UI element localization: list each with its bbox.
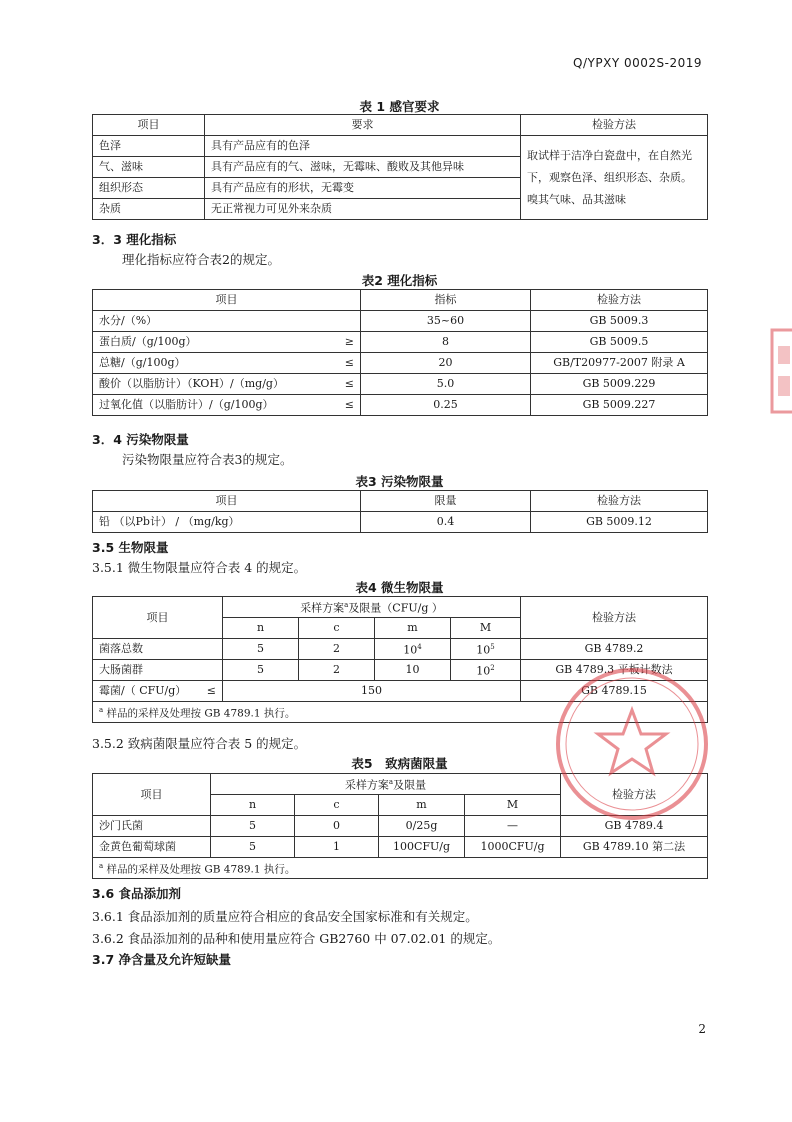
table-header-cell: M [465,795,561,816]
table-header-row [93,290,708,311]
table-header-row [93,491,708,512]
superscript: a [344,601,349,610]
section-3-3-text: 理化指标应符合表2的规定。 [122,252,280,267]
superscript: 4 [417,643,422,652]
section-3-5-title: 3.5 生物限量 [92,540,169,555]
table-row [93,395,708,416]
table-cell: 1 [295,837,379,858]
table2-physicochemical [92,289,708,416]
table-cell: 5 [211,837,295,858]
table-header-cell: 检验方法 [521,115,708,136]
table-cell: 0 [295,816,379,837]
value: 10 [476,664,491,678]
table-cell: 150 [223,681,521,702]
row-label: 蛋白质/（g/100g） [99,335,197,348]
row-symbol: ≤ [344,377,354,390]
table3-contaminants [92,490,708,533]
row-symbol: ≥ [344,335,354,348]
table-row [93,681,708,702]
table-row [93,512,708,533]
table-cell: 8 [361,332,531,353]
section-3-4-text: 污染物限量应符合表3的规定。 [122,452,293,467]
table-cell [375,639,451,660]
table-cell [93,681,223,702]
section-3-6-1-text: 3.6.1 食品添加剂的质量应符合相应的食品安全国家标准和有关规定。 [92,909,478,924]
table-cell: GB 4789.3 平板计数法 [521,660,708,681]
table-cell [451,639,521,660]
table-cell [93,311,361,332]
table-cell: GB 4789.4 [561,816,708,837]
row-label: 酸价（以脂肪计）（KOH）/（mg/g） [99,377,284,390]
table-note [93,858,708,879]
table-cell: 2 [299,660,375,681]
table-cell: 具有产品应有的形状，无霉变 [205,178,521,199]
table-cell: 杂质 [93,199,205,220]
table1-caption: 表 1 感官要求 [359,99,440,114]
table-header-cell: 项目 [93,597,223,639]
table-header-cell: 检验方法 [521,597,708,639]
section-3-3-title: 3．3 理化指标 [92,232,177,247]
sampling-label-rest: 及限量 [393,778,427,792]
table-cell: 组织形态 [93,178,205,199]
table-cell: 5 [223,639,299,660]
table-cell: 具有产品应有的气、滋味，无霉味、酸败及其他异味 [205,157,521,178]
table-header-cell: 检验方法 [561,774,708,816]
row-label: 霉菌/（ CFU/g） [99,684,187,697]
table-header-cell: 项目 [93,774,211,816]
table1-method-cell: 取试样于洁净白瓷盘中，在自然光下，观察色泽、组织形态、杂质。嗅其气味、品其滋味 [521,136,708,220]
table-header-cell: 项目 [93,290,361,311]
row-label: 过氧化值（以脂肪计）/（g/100g） [99,398,274,411]
table-cell: 20 [361,353,531,374]
table-cell: GB 5009.229 [531,374,708,395]
table-header-cell: M [451,618,521,639]
edge-stamp-icon [770,326,792,416]
table-cell: 100CFU/g [379,837,465,858]
table-header-cell: 项目 [93,491,361,512]
superscript: 5 [490,643,495,652]
table-cell: GB 4789.2 [521,639,708,660]
table-header-cell: 检验方法 [531,491,708,512]
superscript: a [388,778,394,787]
table-header-cell: n [211,795,295,816]
section-3-6-title: 3.6 食品添加剂 [92,886,181,901]
table-row [93,639,708,660]
table-cell: 具有产品应有的色泽 [205,136,521,157]
table1-sensory [92,114,708,220]
table-header-row [93,774,708,795]
superscript: 2 [490,664,495,673]
table-cell: 气、滋味 [93,157,205,178]
table-cell: 无正常视力可见外来杂质 [205,199,521,220]
table-header-cell: 项目 [93,115,205,136]
table-cell: 5.0 [361,374,531,395]
table-cell: 0.4 [361,512,531,533]
note-text: 样品的采样及处理按 GB 4789.1 执行。 [106,863,296,876]
section-3-7-title: 3.7 净含量及允许短缺量 [92,952,231,967]
superscript: a [99,862,104,871]
table-cell: GB 5009.5 [531,332,708,353]
table3-caption: 表3 污染物限量 [355,474,444,489]
section-3-6-2-text: 3.6.2 食品添加剂的品种和使用量应符合 GB2760 中 07.02.01 的规定。 [92,931,501,946]
table-header-cell: c [299,618,375,639]
row-symbol: ≤ [206,684,216,697]
table-cell: 菌落总数 [93,639,223,660]
table-cell: 大肠菌群 [93,660,223,681]
table-header-cell: m [379,795,465,816]
table-cell [93,374,361,395]
table5-caption: 表5 致病菌限量 [351,756,448,771]
table-row [93,816,708,837]
table-row [93,136,708,157]
value: 10 [403,643,418,657]
table-row [93,374,708,395]
table-header-cell: 要求 [205,115,521,136]
page-number: 2 [698,1022,706,1036]
table-cell: 10 [375,660,451,681]
table-cell: 沙门氏菌 [93,816,211,837]
table-cell [451,660,521,681]
sampling-label: 采样方案 [344,778,389,792]
table-header-cell [211,774,561,795]
table-header-row [93,597,708,618]
table-cell [93,395,361,416]
table-header-cell: 限量 [361,491,531,512]
table-cell: GB 5009.12 [531,512,708,533]
table-cell: 1000CFU/g [465,837,561,858]
section-3-5-1-text: 3.5.1 微生物限量应符合表 4 的规定。 [92,560,307,575]
table-cell [93,353,361,374]
table-cell: GB 4789.10 第二法 [561,837,708,858]
table2-caption: 表2 理化指标 [361,273,438,288]
row-label: 总糖/（g/100g） [99,356,186,369]
table-header-cell [223,597,521,618]
table-header-cell: 检验方法 [531,290,708,311]
superscript: a [99,706,104,715]
row-label: 水分/（%） [99,314,158,327]
sampling-label-rest: 及限量（CFU/g ） [348,601,443,615]
table-row [93,660,708,681]
table-cell: 0/25g [379,816,465,837]
table-cell: 2 [299,639,375,660]
table-cell: — [465,816,561,837]
table-note [93,702,708,723]
note-text: 样品的采样及处理按 GB 4789.1 执行。 [106,707,296,720]
row-symbol: ≤ [344,356,354,369]
table-header-cell: c [295,795,379,816]
table-cell: GB 4789.15 [521,681,708,702]
row-symbol: ≤ [344,398,354,411]
section-3-4-title: 3．4 污染物限量 [92,432,189,447]
value: 10 [476,643,491,657]
table4-caption: 表4 微生物限量 [355,580,444,595]
table-cell: 色泽 [93,136,205,157]
table-cell: GB 5009.3 [531,311,708,332]
table-cell: 5 [223,660,299,681]
table-note-row [93,858,708,879]
table-cell: 铅 （以Pb计） / （mg/kg） [93,512,361,533]
table-row [93,837,708,858]
table-header-cell: 指标 [361,290,531,311]
table-note-row [93,702,708,723]
table5-pathogens [92,773,708,879]
table-header-cell: n [223,618,299,639]
table-row [93,311,708,332]
table-cell: 5 [211,816,295,837]
section-3-5-2-text: 3.5.2 致病菌限量应符合表 5 的规定。 [92,736,307,751]
table-header-cell: m [375,618,451,639]
table-cell: GB 5009.227 [531,395,708,416]
table-row [93,353,708,374]
table-cell [93,332,361,353]
table-cell: 35~60 [361,311,531,332]
table-cell: GB/T20977-2007 附录 A [531,353,708,374]
table-cell: 0.25 [361,395,531,416]
table-row [93,332,708,353]
sampling-label: 采样方案 [300,601,345,615]
table4-microbial [92,596,708,723]
table-cell: 金黄色葡萄球菌 [93,837,211,858]
table-header-row [93,115,708,136]
document-code: Q/YPXY 0002S-2019 [573,56,702,70]
